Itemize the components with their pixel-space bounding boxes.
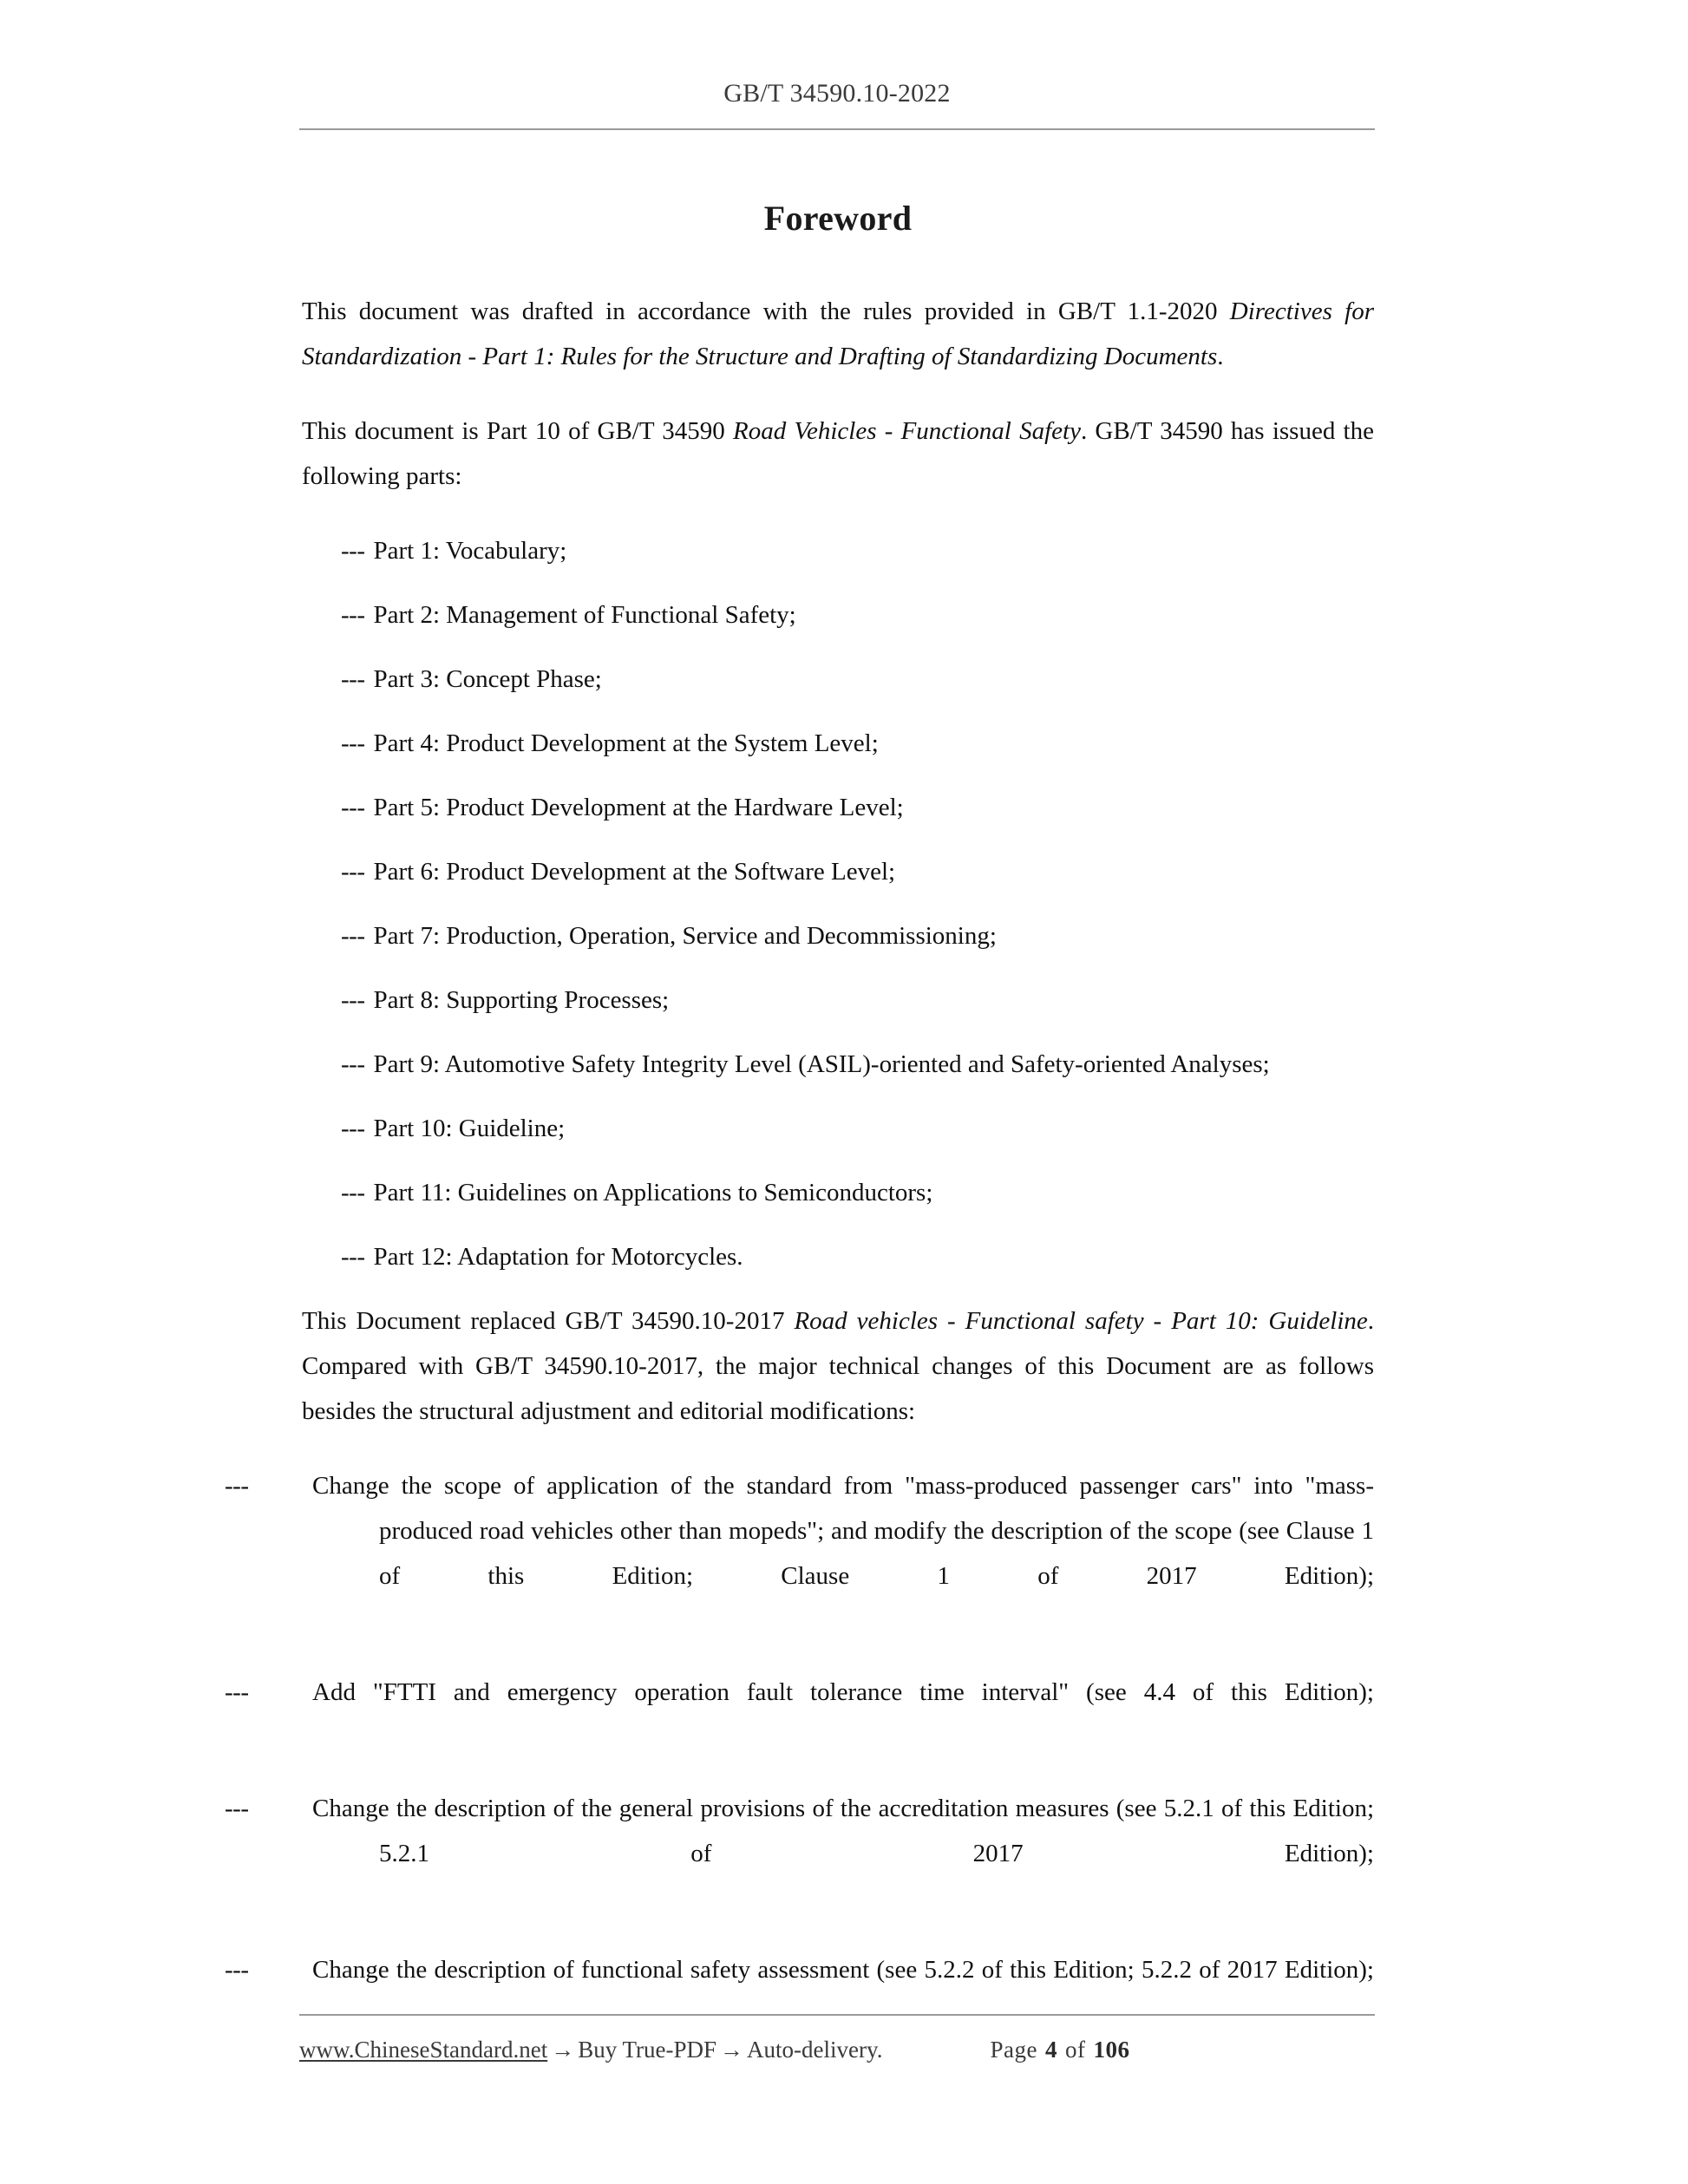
dash-marker-icon: --- [341, 1179, 365, 1206]
part-label: Part 9: Automotive Safety Integrity Level (ASIL)-oriented and Safety-oriented Analyses; [373, 1050, 1270, 1078]
list-item [302, 1170, 1374, 1215]
paragraph-3-italic-title: Road vehicles - Functional safety - Part 10: Guideline [794, 1307, 1368, 1335]
paragraph-drafting-rules [302, 289, 1374, 379]
part-label: Part 5: Product Development at the Hardware Level; [373, 794, 904, 821]
paragraph-2-lead: This document is Part 10 of GB/T 34590 [302, 417, 734, 445]
paragraph-2-italic-title: Road Vehicles - Functional Safety [733, 417, 1081, 445]
list-item [302, 1234, 1374, 1279]
footer-divider [299, 2014, 1375, 2016]
paragraph-1-tail: . [1217, 343, 1224, 370]
part-label: Part 10: Guideline; [373, 1115, 566, 1142]
part-label: Part 4: Product Development at the System Level; [373, 729, 879, 757]
list-item [302, 785, 1374, 830]
arrow-right-icon: → [720, 2037, 744, 2063]
document-content [225, 198, 1375, 2063]
list-item [302, 592, 1374, 638]
list-item [302, 1106, 1374, 1151]
page-footer [299, 2014, 1375, 2063]
dash-marker-icon: --- [341, 858, 365, 886]
of-label: of [1064, 2037, 1086, 2063]
dash-marker-icon: --- [341, 1115, 365, 1142]
change-label: Change the description of the general provisions of the accreditation measures (see 5.2.1 of this Edition; 5.2.1 of 2017 Edition); [312, 1795, 1374, 1867]
part-label: Part 7: Production, Operation, Service and Decommissioning; [373, 922, 997, 950]
dash-marker-icon: --- [341, 922, 365, 950]
list-item: --- Change the scope of application of the standard from "mass-produced passenger cars" into "mass-produced road vehicles other than mopeds"; and modify the description of the scope (see Clause 1 of this Edition; Clause 1 of 2017 Edition); [225, 1472, 1374, 1590]
change-label: Add "FTTI and emergency operation fault tolerance time interval" (see 4.4 of this Edition); [312, 1678, 1374, 1706]
dash-marker-icon: --- [341, 1050, 365, 1078]
list-item: --- Change the description of functional safety assessment (see 5.2.2 of this Edition; 5.2.2 of 2017 Edition); [225, 1956, 1374, 1984]
dash-marker-icon: --- [341, 601, 365, 629]
auto-delivery-label: Auto-delivery. [747, 2037, 883, 2063]
paragraph-replacement-notice [302, 1298, 1374, 1434]
list-item [302, 657, 1374, 702]
dash-marker-icon: --- [341, 1243, 365, 1271]
technical-changes-list [225, 1463, 1374, 2037]
change-label: Change the description of functional safety assessment (see 5.2.2 of this Edition; 5.2.2 of 2017 Edition); [312, 1956, 1374, 1984]
part-label: Part 3: Concept Phase; [373, 665, 602, 693]
part-label: Part 8: Supporting Processes; [373, 986, 670, 1014]
dash-marker-icon: --- [341, 794, 365, 821]
buy-true-pdf-label: Buy True-PDF [578, 2037, 717, 2063]
total-page-count: 106 [1093, 2037, 1130, 2063]
footer-promo [299, 2037, 882, 2063]
part-label: Part 1: Vocabulary; [373, 537, 567, 565]
page-header [299, 78, 1375, 130]
site-url-link[interactable]: www.ChineseStandard.net [299, 2037, 548, 2063]
page-title: Foreword [763, 199, 913, 238]
header-divider [299, 128, 1375, 130]
paragraph-2-tail: . GB/T 34590 has issued the following parts: [302, 417, 1374, 490]
dash-marker-icon: --- [341, 665, 365, 693]
part-label: Part 11: Guidelines on Applications to Semiconductors; [373, 1179, 933, 1206]
dash-marker-icon: --- [341, 537, 365, 565]
current-page-number: 4 [1044, 2037, 1057, 2063]
part-label: Part 12: Adaptation for Motorcycles. [373, 1243, 743, 1271]
part-label: Part 6: Product Development at the Software Level; [373, 858, 896, 886]
arrow-right-icon: → [551, 2037, 575, 2063]
dash-marker-icon: --- [341, 986, 365, 1014]
page-indicator [986, 2037, 1134, 2063]
list-item [302, 849, 1374, 894]
header-standard-number: GB/T 34590.10-2022 [723, 79, 951, 108]
footer-content [299, 2037, 1375, 2063]
parts-list [302, 528, 1374, 1279]
paragraph-part-membership [302, 409, 1374, 499]
paragraph-1-lead: This document was drafted in accordance with the rules provided in GB/T 1.1-2020 [302, 298, 1230, 325]
paragraph-3-lead: This Document replaced GB/T 34590.10-2017 [302, 1307, 795, 1335]
page-label: Page [990, 2037, 1037, 2063]
list-item [302, 721, 1374, 766]
list-item: --- Change the description of the general provisions of the accreditation measures (see 5.2.1 of this Edition; 5.2.1 of 2017 Edition); [225, 1795, 1374, 1867]
list-item: --- Add "FTTI and emergency operation fault tolerance time interval" (see 4.4 of this Edition); [225, 1678, 1374, 1706]
dash-marker-icon: --- [341, 729, 365, 757]
paragraph-3-tail: . Compared with GB/T 34590.10-2017, the major technical changes of this Document are as follows besides the structural adjustment and editorial modifications: [302, 1307, 1375, 1425]
part-label: Part 2: Management of Functional Safety; [373, 601, 796, 629]
paragraph-1-italic-title: Directives for Standardization - Part 1: Rules for the Structure and Drafting of Standardizing Documents [302, 298, 1374, 370]
list-item [302, 913, 1374, 958]
list-item [302, 978, 1374, 1023]
list-item [302, 1042, 1374, 1087]
list-item [302, 528, 1374, 573]
change-label: Change the scope of application of the standard from "mass-produced passenger cars" into "mass-produced road vehicles other than mopeds"; and modify the description of the scope (see Clause 1 of this Edition; Clause 1 of 2017 Edition); [312, 1472, 1374, 1590]
